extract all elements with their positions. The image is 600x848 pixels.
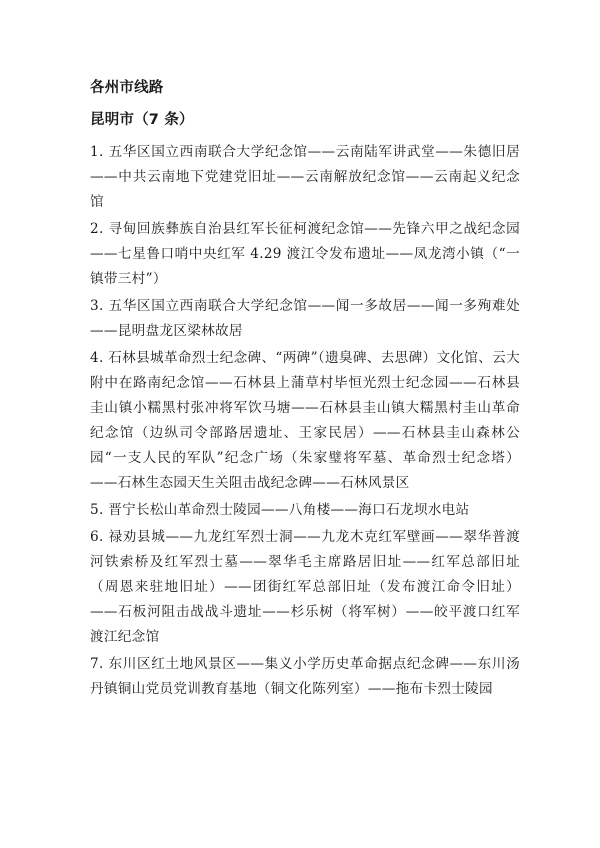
route-item-1: 1. 五华区国立西南联合大学纪念馆——云南陆军讲武堂——朱德旧居——中共云南地下党建党旧址——云南解放纪念馆——云南起义纪念馆 <box>90 144 520 210</box>
route-item-2: 2. 寻甸回族彝族自治县红军长征柯渡纪念馆——先锋六甲之战纪念园——七星鲁口哨中央红军 4.29 渡江令发布遗址——凤龙湾小镇（“一镇带三村”） <box>90 221 520 287</box>
subsection-title: 昆明市（7 条） <box>90 112 194 128</box>
route-item-7: 7. 东川区红土地风景区——集义小学历史革命据点纪念碑——东川汤丹镇铜山党员党训教育基地（铜文化陈列室）——拖布卡烈士陵园 <box>90 656 520 697</box>
document-body <box>90 78 520 704</box>
route-item-5: 5. 晋宁长松山革命烈士陵园——八角楼——海口石龙坝水电站 <box>90 502 470 518</box>
route-item-3: 3. 五华区国立西南联合大学纪念馆——闻一多故居——闻一多殉难处——昆明盘龙区梁林故居 <box>90 298 520 339</box>
route-item-4: 4. 石林县城革命烈士纪念碑、“两碑”（遗臭碑、去思碑）文化馆、云大附中在路南纪念馆——石林县上蒲草村毕恒光烈士纪念园——石林县圭山镇小糯黑村张冲将军饮马塘——石林县圭山镇大糯黑村圭山革命纪念馆（边纵司令部路居遗址、王家民居）——石林县圭山森林公园“一支人民的军队”纪念广场（朱家璧将军墓、革命烈士纪念塔）——石林生态园天生关阻击战纪念碑——石林风景区 <box>90 350 520 491</box>
route-item-6: 6. 禄劝县城——九龙红军烈士洞——九龙木克红军壁画——翠华普渡河铁索桥及红军烈士墓——翠华毛主席路居旧址——红军总部旧址（周恩来驻地旧址）——团街红军总部旧址（发布渡江命令旧址）——石板河阻击战战斗遗址——杉乐树（将军树）——皎平渡口红军渡江纪念馆 <box>90 529 520 645</box>
section-title: 各州市线路 <box>90 80 164 96</box>
